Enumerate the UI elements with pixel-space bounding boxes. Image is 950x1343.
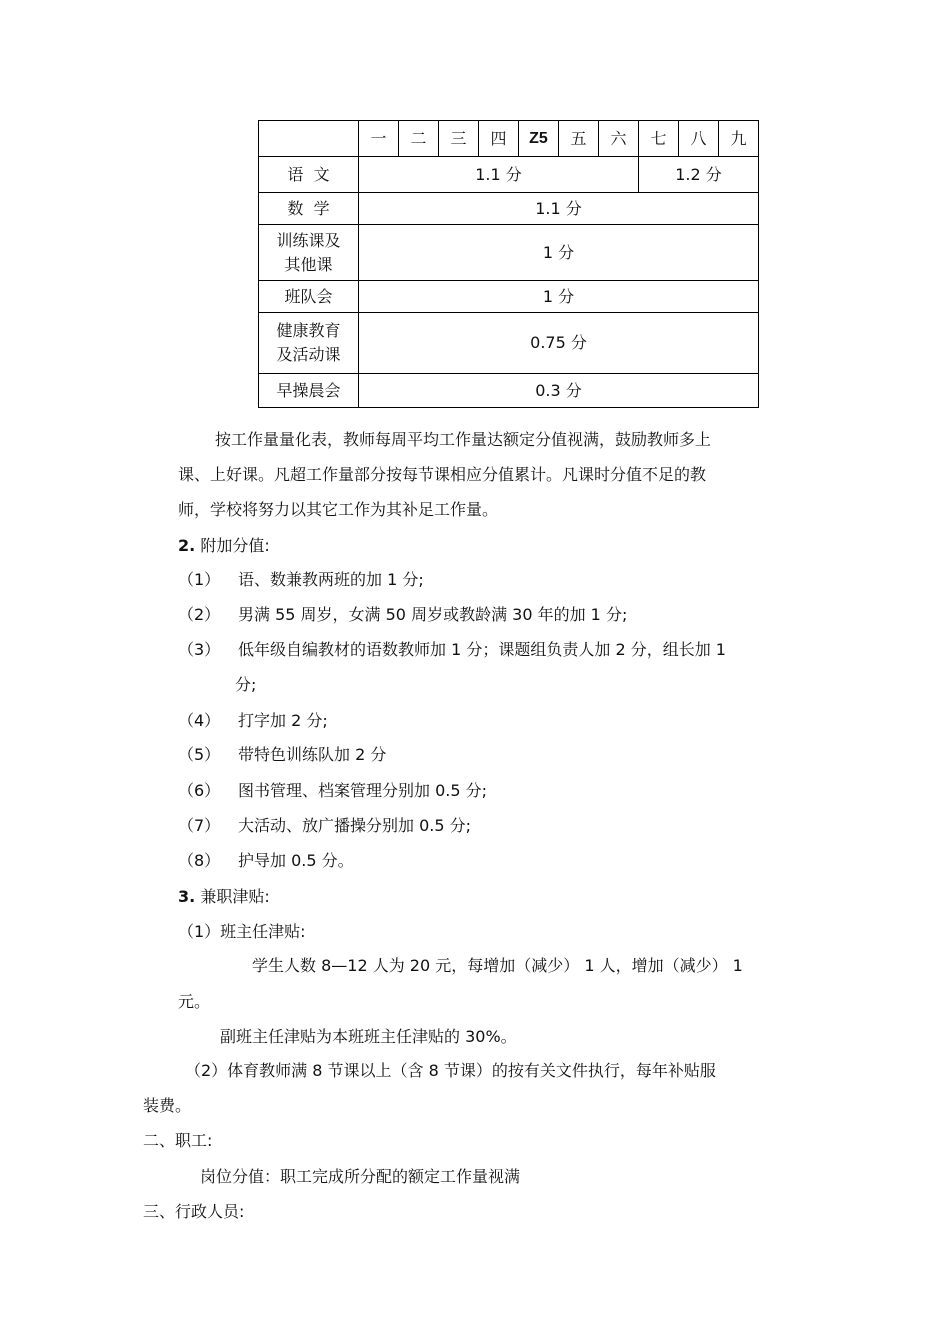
list-item (178, 850, 354, 872)
list-item (178, 569, 424, 591)
table-row (259, 374, 759, 408)
paragraph-line: 按工作量量化表，教师每周平均工作量达额定分值视满，鼓励教师多上 (215, 430, 712, 449)
row-label: 早操晨会 (259, 374, 359, 408)
paragraph-line: 装费。 (143, 1096, 192, 1115)
value-cell: 1 分 (359, 225, 759, 281)
section-number: 3. (178, 887, 196, 906)
list-item (178, 815, 472, 837)
table-row (259, 281, 759, 313)
grade-cell: Z5 (519, 121, 559, 157)
value-cell: 0.75 分 (359, 313, 759, 374)
item-text: 男满 55 周岁，女满 50 周岁或教龄满 30 年的加 1 分; (238, 605, 628, 624)
row-label-line: 训练课及 (276, 230, 341, 250)
list-item (178, 780, 488, 802)
item-number: （6） (178, 781, 221, 800)
row-label (259, 313, 359, 374)
list-item (178, 639, 726, 661)
value-cell: 1.1 分 (359, 193, 759, 225)
grade-cell: 八 (679, 121, 719, 157)
grade-cell: 七 (639, 121, 679, 157)
corner-cell (259, 121, 359, 157)
paragraph-line: 学生人数 8—12 人为 20 元，每增加（减少） 1 人，增加（减少） 1 (252, 956, 743, 975)
item-continuation: 分; (235, 675, 257, 694)
row-label: 语 文 (259, 157, 359, 193)
item-number: （3） (178, 640, 221, 659)
section-heading: 三、行政人员: (143, 1202, 245, 1221)
section-heading: 二、职工: (143, 1131, 213, 1150)
table-row (259, 225, 759, 281)
list-item (178, 710, 328, 732)
row-label-line: 健康教育 (276, 321, 341, 340)
table-row (259, 193, 759, 225)
value-cell: 1.1 分 (359, 157, 639, 193)
item-number: （4） (178, 711, 221, 730)
grade-cell: 四 (479, 121, 519, 157)
row-label (259, 225, 359, 281)
row-label: 班队会 (259, 281, 359, 313)
list-item (178, 604, 628, 626)
table-row (259, 313, 759, 374)
paragraph-line: （2）体育教师满 8 节课以上（含 8 节课）的按有关文件执行，每年补贴服 (185, 1061, 716, 1080)
item-number: （1） (178, 570, 221, 589)
value-cell: 1 分 (359, 281, 759, 313)
item-number: （7） (178, 816, 221, 835)
section-title: 附加分值: (200, 536, 270, 555)
item-text: 带特色训练队加 2 分 (238, 745, 387, 764)
grade-cell: 一 (359, 121, 399, 157)
grade-cell: 三 (439, 121, 479, 157)
paragraph-line: 师，学校将努力以其它工作为其补足工作量。 (178, 500, 499, 519)
item-number: （2） (178, 605, 221, 624)
grade-cell: 五 (559, 121, 599, 157)
item-text: 打字加 2 分; (238, 711, 328, 730)
item-text: 图书管理、档案管理分别加 0.5 分; (238, 781, 488, 800)
item-text: 大活动、放广播操分别加 0.5 分; (238, 816, 472, 835)
paragraph-line: 岗位分值：职工完成所分配的额定工作量视满 (200, 1167, 521, 1186)
subsection-heading: （1）班主任津贴: (178, 922, 306, 941)
item-number: （8） (178, 851, 221, 870)
paragraph-line: 副班主任津贴为本班班主任津贴的 30%。 (220, 1027, 517, 1046)
section-number: 2. (178, 536, 196, 555)
item-number: （5） (178, 745, 221, 764)
item-text: 语、数兼教两班的加 1 分; (238, 570, 424, 589)
paragraph-line: 元。 (178, 992, 211, 1011)
section-heading (178, 535, 270, 557)
value-cell: 1.2 分 (639, 157, 759, 193)
section-heading (178, 886, 270, 908)
paragraph-line: 课、上好课。凡超工作量部分按每节课相应分值累计。凡课时分值不足的教 (178, 465, 707, 484)
item-text: 低年级自编教材的语数教师加 1 分；课题组负责人加 2 分，组长加 1 (238, 640, 726, 659)
list-item (178, 744, 387, 766)
section-title: 兼职津贴: (200, 887, 270, 906)
grade-header-row (259, 121, 759, 157)
grade-cell: 二 (399, 121, 439, 157)
row-label: 数 学 (259, 193, 359, 225)
row-label-line: 及活动课 (276, 345, 341, 364)
score-table (258, 120, 759, 408)
row-label-line: 其他课 (284, 254, 333, 274)
table-row (259, 157, 759, 193)
grade-cell: 六 (599, 121, 639, 157)
value-cell: 0.3 分 (359, 374, 759, 408)
item-text: 护导加 0.5 分。 (238, 851, 354, 870)
grade-cell: 九 (719, 121, 759, 157)
